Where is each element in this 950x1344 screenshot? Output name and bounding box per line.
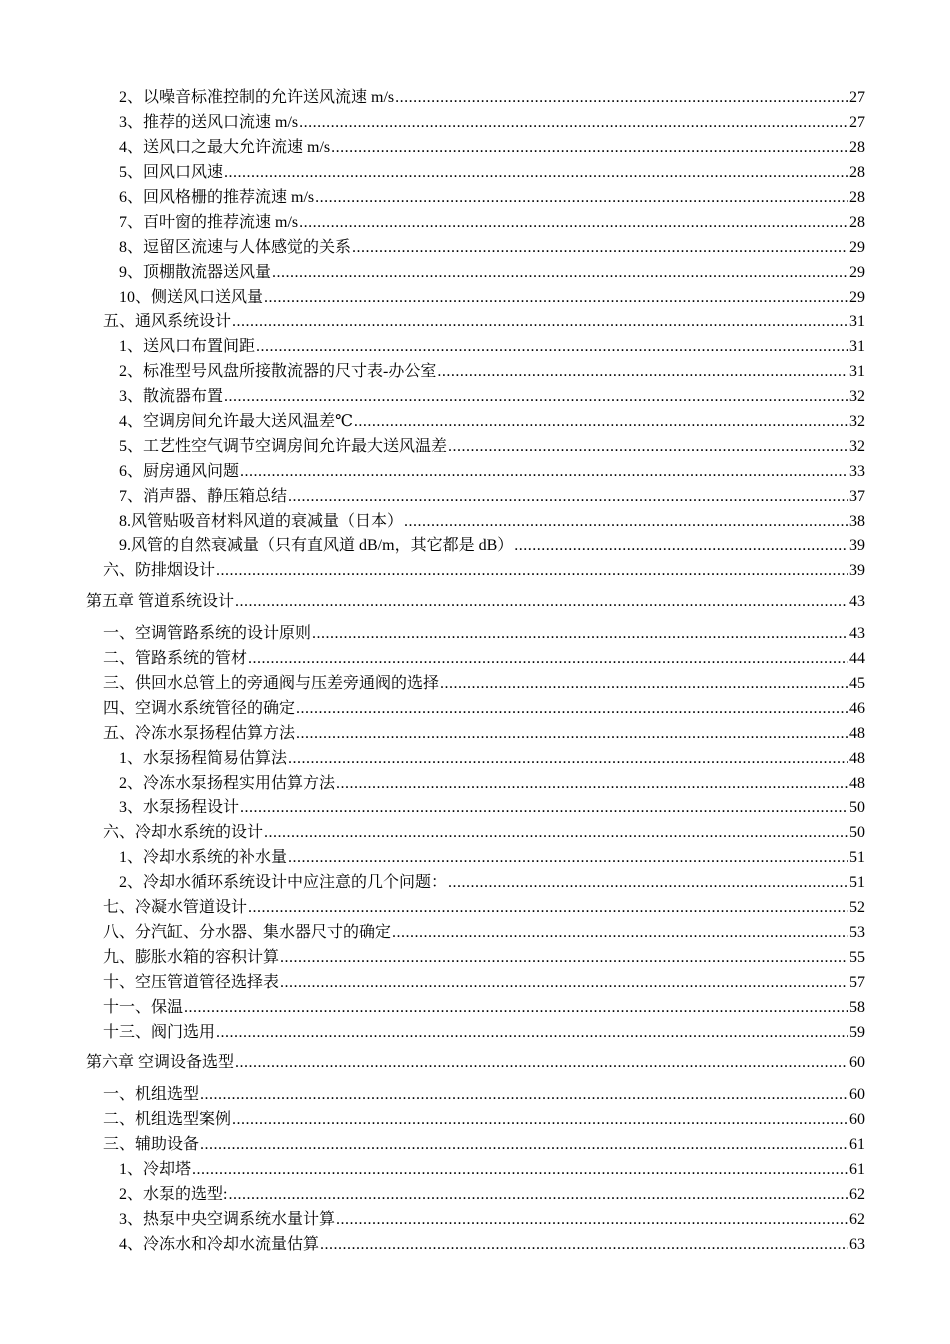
dot-leader	[200, 1137, 848, 1153]
toc-entry[interactable]	[0, 111, 865, 136]
toc-page-number: 50	[849, 824, 865, 842]
toc-page-number: 61	[849, 1161, 865, 1179]
toc-entry-title: 三、辅助设备	[103, 1136, 200, 1154]
toc-entry-title: 8、逗留区流速与人体感觉的关系	[119, 238, 352, 256]
toc-entry-title: 7、百叶窗的推荐流速 m/s	[119, 213, 299, 231]
toc-page-number: 58	[849, 998, 865, 1016]
toc-entry-title: 十一、保温	[103, 998, 184, 1016]
toc-entry-title: 3、热泵中央空调系统水量计算	[119, 1210, 336, 1228]
dot-leader	[395, 90, 848, 106]
toc-entry[interactable]	[0, 821, 865, 846]
toc-entry[interactable]	[0, 995, 865, 1020]
toc-page-number: 48	[849, 774, 865, 792]
toc-entry-title: 十三、阀门选用	[103, 1023, 216, 1041]
toc-entry-title: 1、水泵扬程简易估算法	[119, 749, 288, 767]
toc-entry[interactable]	[0, 1158, 865, 1183]
dot-leader	[288, 850, 848, 866]
dot-leader	[315, 190, 848, 206]
toc-entry-title: 4、冷冻水和冷却水流量估算	[119, 1235, 320, 1253]
toc-page-number: 28	[849, 139, 865, 157]
toc-entry[interactable]	[0, 559, 865, 584]
toc-entry-title: 四、空调水系统管径的确定	[103, 699, 296, 717]
toc-entry-title: 9.风管的自然衰减量（只有直风道 dB/m，其它都是 dB）	[119, 537, 514, 555]
toc-page-number: 43	[849, 625, 865, 643]
toc-page-number: 60	[849, 1086, 865, 1104]
toc-page-number: 31	[849, 338, 865, 356]
dot-leader	[336, 776, 848, 792]
toc-entry[interactable]	[0, 846, 865, 871]
toc-entry[interactable]	[0, 796, 865, 821]
toc-entry-title: 2、标准型号风盘所接散流器的尺寸表-办公室	[119, 363, 437, 381]
toc-page-number: 62	[849, 1185, 865, 1203]
toc-entry[interactable]	[0, 260, 865, 285]
toc-page-number: 63	[849, 1235, 865, 1253]
toc-entry-title: 2、冷冻水泵扬程实用估算方法	[119, 774, 336, 792]
toc-entry[interactable]	[0, 1183, 865, 1208]
dot-leader	[448, 875, 848, 891]
toc-entry[interactable]	[0, 186, 865, 211]
toc-entry-title: 1、冷却塔	[119, 1161, 192, 1179]
toc-entry-title: 八、分汽缸、分水器、集水器尺寸的确定	[103, 923, 392, 941]
dot-leader	[404, 514, 848, 530]
toc-entry-title: 2、水泵的选型:	[119, 1185, 228, 1203]
dot-leader	[514, 538, 848, 554]
dot-leader	[192, 1162, 848, 1178]
dot-leader	[299, 215, 848, 231]
toc-entry[interactable]	[0, 945, 865, 970]
table-of-contents	[0, 86, 950, 1257]
dot-leader	[312, 626, 848, 642]
toc-page-number: 33	[849, 462, 865, 480]
toc-entry-title: 2、冷却水循环系统设计中应注意的几个问题：	[119, 874, 448, 892]
toc-entry[interactable]	[0, 459, 865, 484]
toc-page-number: 60	[849, 1111, 865, 1129]
toc-entry-title: 六、防排烟设计	[103, 562, 216, 580]
toc-entry[interactable]	[0, 410, 865, 435]
dot-leader	[296, 726, 848, 742]
toc-entry[interactable]	[0, 647, 865, 672]
toc-entry-title: 二、管路系统的管材	[103, 650, 248, 668]
toc-page-number: 44	[849, 650, 865, 668]
dot-leader	[200, 1087, 848, 1103]
toc-entry-title: 第六章 空调设备选型	[86, 1053, 235, 1071]
dot-leader	[240, 464, 848, 480]
toc-entry-title: 第五章 管道系统设计	[86, 592, 235, 610]
toc-entry[interactable]	[0, 210, 865, 235]
toc-page-number: 28	[849, 213, 865, 231]
toc-entry-title: 3、水泵扬程设计	[119, 799, 240, 817]
toc-entry-title: 一、空调管路系统的设计原则	[103, 625, 312, 643]
toc-entry-title: 十、空压管道管径选择表	[103, 973, 280, 991]
toc-page-number: 27	[849, 89, 865, 107]
dot-leader	[392, 925, 848, 941]
toc-entry-title: 5、工艺性空气调节空调房间允许最大送风温差	[119, 437, 448, 455]
dot-leader	[264, 290, 848, 306]
toc-entry[interactable]	[0, 484, 865, 509]
toc-page-number: 38	[849, 512, 865, 530]
dot-leader	[288, 489, 848, 505]
toc-entry[interactable]	[0, 1133, 865, 1158]
toc-entry[interactable]	[0, 622, 865, 647]
dot-leader	[216, 563, 848, 579]
toc-entry[interactable]	[0, 434, 865, 459]
dot-leader	[184, 1000, 848, 1016]
toc-entry-title: 10、侧送风口送风量	[119, 288, 264, 306]
toc-entry-title: 七、冷凝水管道设计	[103, 899, 248, 917]
toc-entry[interactable]	[0, 746, 865, 771]
toc-entry[interactable]	[0, 86, 865, 111]
toc-entry-title: 6、回风格栅的推荐流速 m/s	[119, 189, 315, 206]
dot-leader	[296, 701, 848, 717]
toc-entry-title: 六、冷却水系统的设计	[103, 824, 264, 842]
toc-page-number: 50	[849, 799, 865, 817]
toc-page-number: 28	[849, 164, 865, 182]
toc-entry-title: 7、消声器、静压箱总结	[119, 487, 288, 505]
toc-page-number: 39	[849, 537, 865, 555]
dot-leader	[437, 364, 848, 380]
toc-entry-title: 3、散流器布置	[119, 388, 224, 406]
toc-page-number: 31	[849, 363, 865, 381]
toc-page-number: 48	[849, 749, 865, 767]
toc-entry[interactable]	[0, 921, 865, 946]
toc-page-number: 31	[849, 313, 865, 331]
toc-entry[interactable]	[0, 1020, 865, 1045]
dot-leader	[288, 751, 848, 767]
toc-page-number: 52	[849, 899, 865, 917]
toc-entry[interactable]	[0, 871, 865, 896]
toc-entry-title: 4、空调房间允许最大送风温差℃	[119, 413, 353, 431]
toc-entry-title: 8.风管贴吸音材料风道的衰减量（日本）	[119, 512, 404, 530]
toc-entry-title: 五、通风系统设计	[103, 313, 232, 331]
toc-entry[interactable]	[0, 771, 865, 796]
toc-entry[interactable]	[0, 235, 865, 260]
toc-page-number: 59	[849, 1023, 865, 1041]
toc-chapter-entry[interactable]	[0, 1049, 865, 1077]
dot-leader	[280, 950, 848, 966]
dot-leader	[224, 165, 848, 181]
dot-leader	[248, 651, 848, 667]
toc-page-number: 29	[849, 288, 865, 306]
toc-chapter-entry[interactable]	[0, 588, 865, 616]
toc-entry-title: 5、回风口风速	[119, 164, 224, 182]
dot-leader	[331, 140, 848, 156]
toc-entry[interactable]	[0, 385, 865, 410]
toc-entry[interactable]	[0, 1232, 865, 1257]
toc-entry[interactable]	[0, 285, 865, 310]
toc-entry[interactable]	[0, 335, 865, 360]
toc-entry[interactable]	[0, 672, 865, 697]
dot-leader	[232, 314, 848, 330]
toc-page-number: 62	[849, 1210, 865, 1228]
toc-entry-title: 一、机组选型	[103, 1086, 200, 1104]
toc-page-number: 53	[849, 923, 865, 941]
dot-leader	[235, 1055, 848, 1071]
toc-entry[interactable]	[0, 970, 865, 995]
toc-page-number: 46	[849, 699, 865, 717]
dot-leader	[320, 1237, 848, 1253]
toc-page-number: 43	[849, 592, 865, 610]
toc-page-number: 55	[849, 948, 865, 966]
toc-page-number: 28	[849, 189, 865, 206]
dot-leader	[248, 900, 848, 916]
dot-leader	[224, 389, 848, 405]
dot-leader	[235, 594, 848, 610]
dot-leader	[216, 1025, 848, 1041]
toc-entry[interactable]	[0, 136, 865, 161]
toc-entry-title: 九、膨胀水箱的容积计算	[103, 948, 280, 966]
toc-page-number: 32	[849, 413, 865, 431]
toc-entry[interactable]	[0, 161, 865, 186]
dot-leader	[440, 676, 848, 692]
toc-page-number: 61	[849, 1136, 865, 1154]
toc-page-number: 32	[849, 437, 865, 455]
toc-entry-title: 三、供回水总管上的旁通阀与压差旁通阀的选择	[103, 675, 440, 693]
toc-page-number: 29	[849, 263, 865, 281]
toc-page-number: 51	[849, 874, 865, 892]
toc-page-number: 51	[849, 849, 865, 867]
toc-entry-title: 3、推荐的送风口流速 m/s	[119, 114, 299, 132]
dot-leader	[256, 339, 848, 355]
toc-entry-title: 4、送风口之最大允许流速 m/s	[119, 139, 331, 157]
dot-leader	[240, 800, 848, 816]
dot-leader	[448, 439, 848, 455]
toc-entry-title: 1、送风口布置间距	[119, 338, 256, 356]
toc-entry-title: 6、厨房通风问题	[119, 462, 240, 480]
toc-entry-title: 二、机组选型案例	[103, 1111, 232, 1129]
toc-page-number: 45	[849, 675, 865, 693]
dot-leader	[299, 115, 848, 131]
toc-page-number: 60	[849, 1053, 865, 1071]
dot-leader	[354, 414, 848, 430]
dot-leader	[352, 240, 848, 256]
toc-page-number: 48	[849, 724, 865, 742]
toc-entry-title: 五、冷冻水泵扬程估算方法	[103, 724, 296, 742]
toc-page-number: 37	[849, 487, 865, 505]
dot-leader	[264, 825, 848, 841]
dot-leader	[280, 975, 848, 991]
toc-entry[interactable]	[0, 721, 865, 746]
toc-entry[interactable]	[0, 534, 865, 559]
toc-entry-title: 2、以噪音标准控制的允许送风流速 m/s	[119, 89, 395, 107]
toc-entry[interactable]	[0, 1207, 865, 1232]
toc-entry-title: 9、顶棚散流器送风量	[119, 263, 272, 281]
toc-entry[interactable]	[0, 360, 865, 385]
toc-entry[interactable]	[0, 1108, 865, 1133]
toc-entry[interactable]	[0, 509, 865, 534]
dot-leader	[228, 1187, 848, 1203]
dot-leader	[232, 1112, 848, 1128]
dot-leader	[336, 1212, 848, 1228]
toc-page-number: 39	[849, 562, 865, 580]
toc-page-number: 27	[849, 114, 865, 132]
toc-entry[interactable]	[0, 310, 865, 335]
dot-leader	[272, 265, 848, 281]
toc-entry-title: 1、冷却水系统的补水量	[119, 849, 288, 867]
toc-page-number: 29	[849, 238, 865, 256]
toc-entry[interactable]	[0, 1083, 865, 1108]
toc-entry[interactable]	[0, 896, 865, 921]
toc-entry[interactable]	[0, 696, 865, 721]
toc-page-number: 57	[849, 973, 865, 991]
toc-page-number: 32	[849, 388, 865, 406]
